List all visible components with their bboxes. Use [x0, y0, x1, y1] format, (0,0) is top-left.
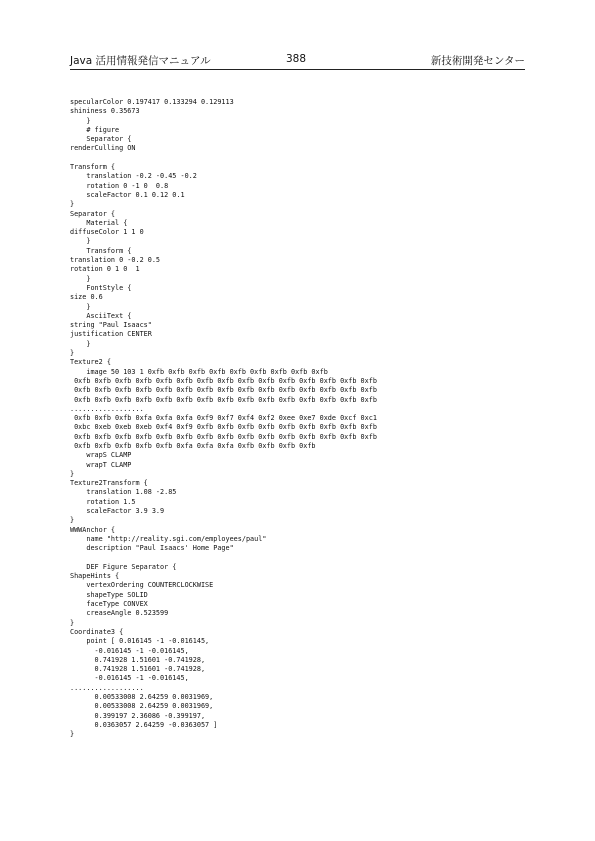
code-line: renderCulling ON: [70, 144, 136, 153]
code-line: Transform {: [70, 163, 116, 172]
code-line: Material {: [70, 218, 128, 227]
code-line: WWWAnchor {: [70, 525, 116, 534]
code-line: point [ 0.016145 -1 -0.016145,: [70, 637, 210, 646]
header-rule: [70, 69, 525, 70]
code-line: FontStyle {: [70, 283, 132, 292]
code-line: }: [70, 200, 75, 209]
page-number: 388: [286, 53, 307, 65]
code-line: wrapT CLAMP: [70, 460, 132, 469]
code-line: Texture2Transform {: [70, 479, 148, 488]
code-line: Separator {: [70, 135, 132, 144]
code-line: rotation 0 1 0 1: [70, 265, 140, 274]
code-listing: [70, 98, 530, 739]
code-line: 0.399197 2.36086 -0.399197,: [70, 711, 206, 720]
code-line: -0.016145 -1 -0.016145,: [70, 646, 189, 655]
code-line: translation -0.2 -0.45 -0.2: [70, 172, 197, 181]
code-line: # figure: [70, 125, 120, 134]
code-line: specularColor 0.197417 0.133294 0.129113: [70, 98, 234, 106]
code-line: ShapeHints {: [70, 572, 120, 581]
code-line: }: [70, 302, 91, 311]
code-line: wrapS CLAMP: [70, 451, 132, 460]
code-line: name "http://reality.sgi.com/employees/paul": [70, 534, 267, 543]
code-line: [70, 154, 530, 163]
code-line: AsciiText {: [70, 311, 132, 320]
code-line: DEF Figure Separator {: [70, 562, 177, 571]
code-line: }: [70, 274, 91, 283]
code-line: 0xfb 0xfb 0xfb 0xfb 0xfb 0xfb 0xfb 0xfb 0xfb 0xfb 0xfb 0xfb 0xfb 0xfb 0xfb: [70, 432, 377, 441]
code-line: scaleFactor 0.1 0.12 0.1: [70, 190, 185, 199]
code-line: ..................: [70, 404, 144, 413]
code-line: Separator {: [70, 209, 116, 218]
code-line: image 50 103 1 0xfb 0xfb 0xfb 0xfb 0xfb 0xfb 0xfb 0xfb 0xfb: [70, 367, 328, 376]
code-line: rotation 0 -1 0 0.8: [70, 181, 169, 190]
code-line: 0xfb 0xfb 0xfb 0xfa 0xfa 0xfa 0xf9 0xf7 0xf4 0xf2 0xee 0xe7 0xde 0xcf 0xc1: [70, 414, 377, 423]
code-line: Transform {: [70, 246, 132, 255]
code-line: 0xfb 0xfb 0xfb 0xfb 0xfb 0xfb 0xfb 0xfb 0xfb 0xfb 0xfb 0xfb 0xfb 0xfb 0xfb: [70, 376, 377, 385]
code-line: 0xfb 0xfb 0xfb 0xfb 0xfb 0xfa 0xfa 0xfa 0xfb 0xfb 0xfb 0xfb: [70, 441, 316, 450]
header-organization: 新技術開発センター: [430, 55, 525, 67]
code-line: string "Paul Isaacs": [70, 321, 152, 330]
code-line: -0.016145 -1 -0.016145,: [70, 674, 189, 683]
code-line: description "Paul Isaacs' Home Page": [70, 544, 234, 553]
code-line: Texture2 {: [70, 358, 111, 367]
code-line: 0xfb 0xfb 0xfb 0xfb 0xfb 0xfb 0xfb 0xfb 0xfb 0xfb 0xfb 0xfb 0xfb 0xfb 0xfb: [70, 395, 377, 404]
code-line: 0xfb 0xfb 0xfb 0xfb 0xfb 0xfb 0xfb 0xfb 0xfb 0xfb 0xfb 0xfb 0xfb 0xfb 0xfb: [70, 386, 377, 395]
code-line: translation 0 -0.2 0.5: [70, 256, 161, 265]
page-header: [70, 53, 525, 67]
code-line: creaseAngle 0.523599: [70, 609, 169, 618]
code-line: }: [70, 237, 91, 246]
code-line: }: [70, 116, 91, 125]
code-line: }: [70, 516, 75, 525]
code-line: 0.741928 1.51601 -0.741928,: [70, 665, 206, 674]
header-title: Java 活用情報発信マニュアル: [70, 55, 211, 67]
code-line: [70, 554, 530, 563]
code-line: shapeType SOLID: [70, 590, 148, 599]
code-line: faceType CONVEX: [70, 600, 148, 609]
code-line: vertexOrdering COUNTERCLOCKWISE: [70, 581, 214, 590]
code-line: 0xbc 0xeb 0xeb 0xeb 0xf4 0xf9 0xfb 0xfb 0xfb 0xfb 0xfb 0xfb 0xfb 0xfb 0xfb: [70, 423, 377, 432]
code-line: 0.00533008 2.64259 0.0031969,: [70, 702, 214, 711]
code-line: translation 1.08 -2.85: [70, 488, 177, 497]
code-line: justification CENTER: [70, 330, 152, 339]
code-line: diffuseColor 1 1 0: [70, 228, 144, 237]
code-line: ..................: [70, 683, 144, 692]
code-line: rotation 1.5: [70, 497, 136, 506]
code-line: scaleFactor 3.9 3.9: [70, 507, 165, 516]
code-line: shininess 0.35673: [70, 107, 140, 116]
code-line: 0.741928 1.51601 -0.741928,: [70, 655, 206, 664]
code-line: }: [70, 730, 75, 739]
code-line: }: [70, 469, 75, 478]
code-line: 0.0363057 2.64259 -0.0363057 ]: [70, 720, 218, 729]
code-line: Coordinate3 {: [70, 627, 124, 636]
code-line: }: [70, 339, 91, 348]
code-line: }: [70, 618, 75, 627]
code-line: 0.00533008 2.64259 0.0031969,: [70, 693, 214, 701]
code-line: }: [70, 349, 75, 358]
code-line: size 0.6: [70, 293, 103, 302]
